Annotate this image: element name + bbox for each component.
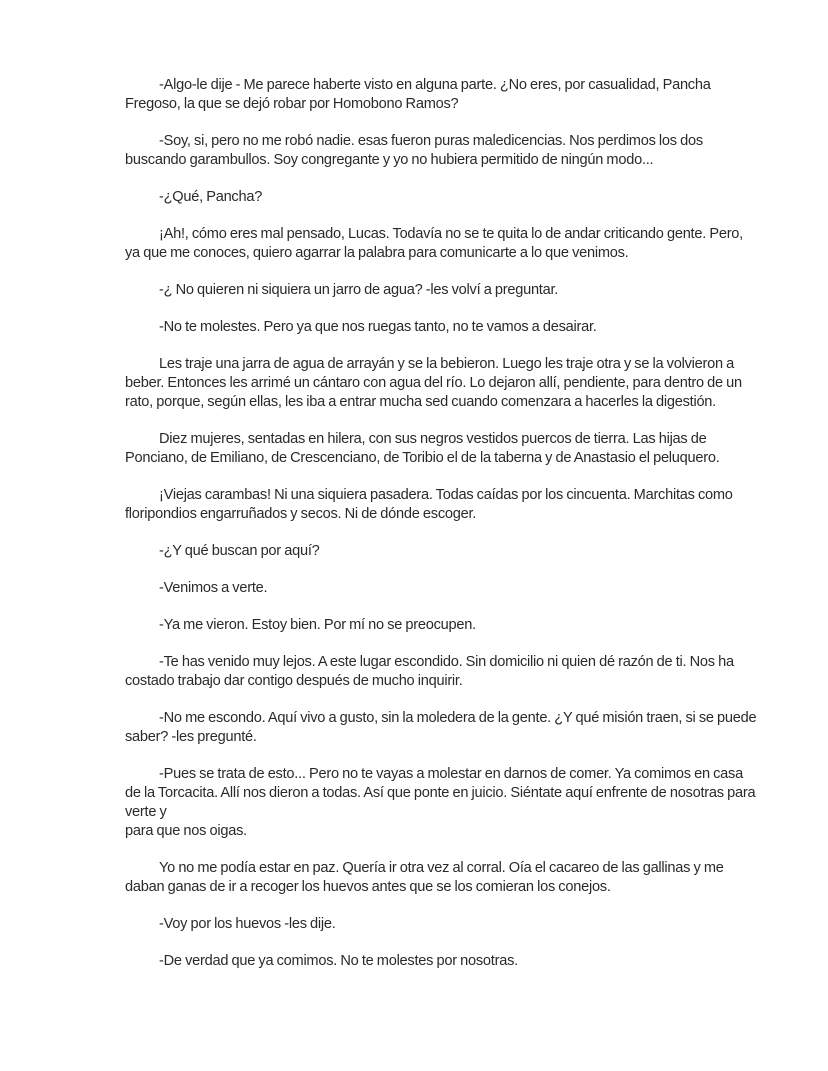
paragraph-14: -No me escondo. Aquí vivo a gusto, sin la moledera de la gente. ¿Y qué misión traen, si se puede saber? -les pregunté. bbox=[125, 710, 757, 745]
paragraph-17: -Voy por los huevos -les dije. bbox=[159, 916, 336, 932]
paragraph-10: -¿Y qué buscan por aquí? bbox=[159, 543, 320, 559]
paragraph-2: -Soy, si, pero no me robó nadie. esas fueron puras maledicencias. Nos perdimos los dos buscando garambullos. Soy congregante y yo no hubiera permitido de ningún modo... bbox=[125, 133, 703, 168]
paragraph-8: Diez mujeres, sentadas en hilera, con sus negros vestidos puercos de tierra. Las hijas de Ponciano, de Emiliano, de Crescenciano, de Toribio el de la taberna y de Anastasio el peluquero. bbox=[125, 431, 720, 466]
paragraph-11: -Venimos a verte. bbox=[159, 580, 268, 596]
paragraph-9: ¡Viejas carambas! Ni una siquiera pasadera. Todas caídas por los cincuenta. Marchitas como floripondios engarruñados y secos. Ni de dónde escoger. bbox=[125, 487, 733, 522]
paragraph-13: -Te has venido muy lejos. A este lugar escondido. Sin domicilio ni quien dé razón de ti. Nos ha costado trabajo dar contigo después de mucho inquirir. bbox=[125, 654, 734, 689]
paragraph-5: -¿ No quieren ni siquiera un jarro de agua? -les volví a preguntar. bbox=[159, 282, 559, 298]
story-text bbox=[125, 76, 757, 989]
paragraph-6: -No te molestes. Pero ya que nos ruegas tanto, no te vamos a desairar. bbox=[159, 319, 597, 335]
paragraph-3: -¿Qué, Pancha? bbox=[159, 189, 263, 205]
paragraph-15-continued: para que nos oigas. bbox=[125, 823, 247, 839]
paragraph-4: ¡Ah!, cómo eres mal pensado, Lucas. Todavía no se te quita lo de andar criticando gente. Pero, ya que me conoces, quiero agarrar la palabra para comunicarte a lo que venimos. bbox=[125, 226, 743, 261]
paragraph-16: Yo no me podía estar en paz. Quería ir otra vez al corral. Oía el cacareo de las gallinas y me daban ganas de ir a recoger los huevos antes que se los comieran los conejos. bbox=[125, 860, 724, 895]
paragraph-18: -De verdad que ya comimos. No te molestes por nosotras. bbox=[159, 953, 518, 969]
paragraph-7: Les traje una jarra de agua de arrayán y se la bebieron. Luego les traje otra y se la volvieron a beber. Entonces les arrimé un cántaro con agua del río. Lo dejaron allí, pendiente, para dentro de un rato, porque, según ellas, les iba a entrar mucha sed cuando comenzara a hacerles la digestión. bbox=[125, 356, 742, 410]
paragraph-12: -Ya me vieron. Estoy bien. Por mí no se preocupen. bbox=[159, 617, 476, 633]
paragraph-1: -Algo-le dije - Me parece haberte visto en alguna parte. ¿No eres, por casualidad, Pancha Fregoso, la que se dejó robar por Homobono Ramos? bbox=[125, 77, 711, 112]
paragraph-15: -Pues se trata de esto... Pero no te vayas a molestar en darnos de comer. Ya comimos en casa de la Torcacita. Allí nos dieron a todas. Así que ponte en juicio. Siéntate aquí enfrente de nosotras para verte y bbox=[125, 766, 756, 820]
